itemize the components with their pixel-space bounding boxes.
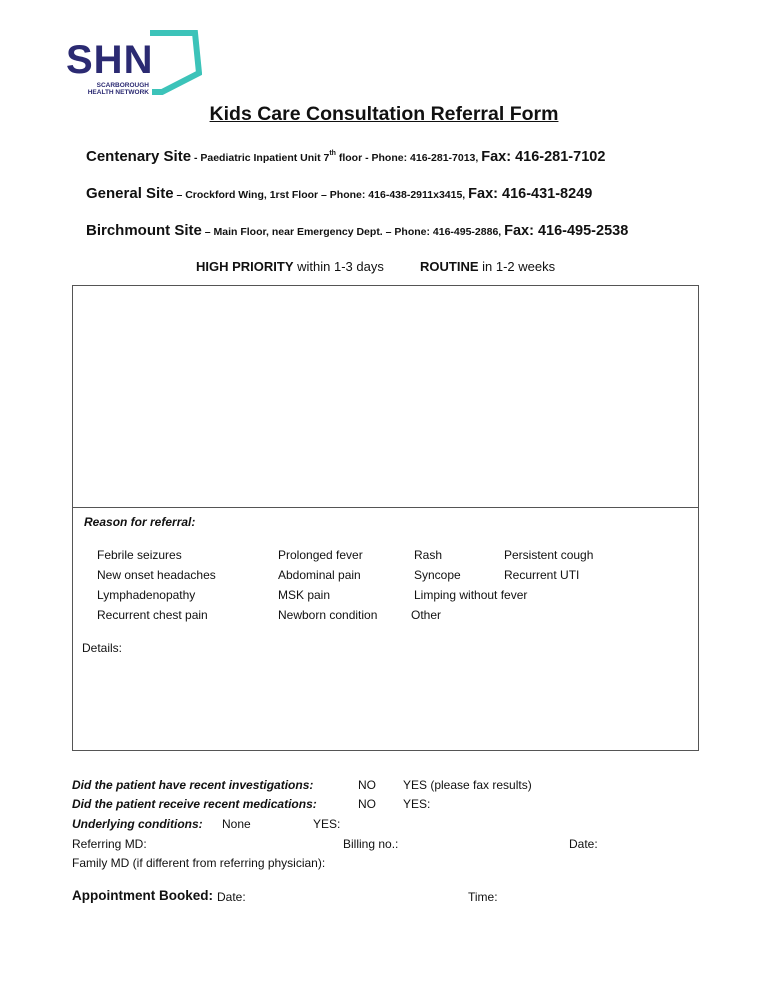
referral-reason-box: [72, 507, 699, 751]
option-lymphadenopathy[interactable]: Lymphadenopathy: [97, 588, 196, 602]
medications-question: Did the patient receive recent medications:: [72, 797, 317, 811]
option-recurrent-chest-pain[interactable]: Recurrent chest pain: [97, 608, 208, 622]
referral-date-field[interactable]: Date:: [569, 837, 598, 851]
priority-high-option[interactable]: HIGH PRIORITY within 1-3 days: [196, 259, 384, 274]
details-label: Details:: [82, 641, 123, 655]
family-md-field[interactable]: Family MD (if different from referring physician):: [72, 856, 326, 870]
medications-no-option[interactable]: NO: [358, 797, 376, 811]
option-msk-pain[interactable]: MSK pain: [278, 588, 331, 602]
option-persistent-cough[interactable]: Persistent cough: [504, 548, 594, 562]
investigations-yes-option[interactable]: YES (please fax results): [403, 778, 532, 792]
option-prolonged-fever[interactable]: Prolonged fever: [278, 548, 363, 562]
logo-wordmark: SHN: [66, 38, 154, 82]
option-rash[interactable]: Rash: [414, 548, 443, 562]
reason-for-referral-heading: Reason for referral:: [84, 515, 196, 529]
logo-subtitle: SCARBOROUGH HEALTH NETWORK: [87, 82, 149, 96]
billing-number-field[interactable]: Billing no.:: [343, 837, 399, 851]
option-newborn-condition[interactable]: Newborn condition: [278, 608, 378, 622]
option-recurrent-uti[interactable]: Recurrent UTI: [504, 568, 580, 582]
site-centenary: Centenary Site - Paediatric Inpatient Unit 7th floor - Phone: 416-281-7013, Fax: 416-281-7102: [86, 148, 606, 165]
option-abdominal-pain[interactable]: Abdominal pain: [278, 568, 361, 582]
option-other[interactable]: Other: [411, 608, 442, 622]
form-title: Kids Care Consultation Referral Form: [209, 103, 559, 125]
option-febrile-seizures[interactable]: Febrile seizures: [97, 548, 182, 562]
appointment-booked-label: Appointment Booked:: [72, 888, 213, 903]
appointment-date-field[interactable]: Date:: [217, 890, 246, 904]
priority-routine-option[interactable]: ROUTINE in 1-2 weeks: [420, 259, 556, 274]
underlying-yes-option[interactable]: YES:: [313, 817, 341, 831]
investigations-question: Did the patient have recent investigations:: [72, 778, 314, 792]
investigations-no-option[interactable]: NO: [358, 778, 376, 792]
option-limping-without-fever[interactable]: Limping without fever: [414, 588, 528, 602]
patient-info-box[interactable]: [72, 285, 699, 508]
underlying-none-option[interactable]: None: [222, 817, 251, 831]
option-new-onset-headaches[interactable]: New onset headaches: [97, 568, 216, 582]
underlying-conditions-question: Underlying conditions:: [72, 817, 203, 831]
site-birchmount: Birchmount Site – Main Floor, near Emergency Dept. – Phone: 416-495-2886, Fax: 416-495-2538: [86, 222, 629, 239]
medications-yes-option[interactable]: YES:: [403, 797, 431, 811]
site-general: General Site – Crockford Wing, 1rst Floor – Phone: 416-438-2911x3415, Fax: 416-431-8249: [86, 185, 593, 202]
appointment-time-field[interactable]: Time:: [468, 890, 498, 904]
referring-md-field[interactable]: Referring MD:: [72, 837, 147, 851]
option-syncope[interactable]: Syncope: [414, 568, 461, 582]
